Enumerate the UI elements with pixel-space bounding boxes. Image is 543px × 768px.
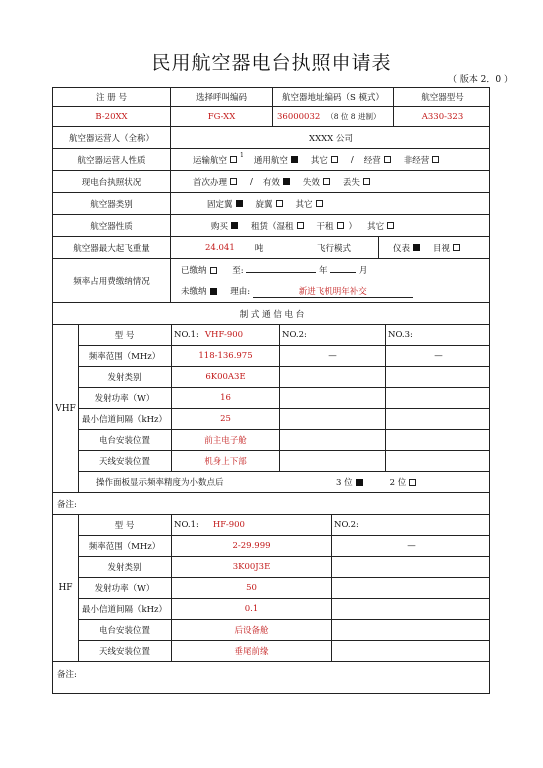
checkbox-2-digit[interactable]: [409, 479, 416, 486]
aircraft-model-value[interactable]: A330-323: [393, 107, 491, 126]
vhf-install-no3[interactable]: [385, 430, 491, 450]
fee-unpaid-line: [181, 285, 413, 298]
checkbox-paid[interactable]: [210, 267, 217, 274]
vhf-spacing-label: 最小信道间隔（kHz）: [81, 415, 168, 425]
address-code-note: （8 位 8 进制）: [326, 112, 381, 121]
vhf-emission-value[interactable]: 6K00A3E: [171, 367, 279, 387]
operator-nature-label: 航空器运营人性质: [77, 155, 146, 166]
vhf-emission-row: [78, 367, 489, 388]
license-status-label: 现电台执照状况: [81, 177, 142, 188]
aircraft-category-row: [52, 193, 490, 215]
hf-no2-cell: [331, 515, 491, 535]
hf-install-label: 电台安装位置: [98, 626, 150, 636]
header-registration: 注 册 号: [96, 93, 127, 103]
month-label: 月: [358, 265, 368, 276]
hf-install-value[interactable]: 后设备舱: [171, 620, 331, 640]
fee-month-field[interactable]: [330, 272, 356, 273]
aircraft-ownership-options: [170, 215, 491, 236]
opt-expired-label: 失效: [302, 177, 320, 188]
vhf-panel-options: [336, 472, 491, 492]
mtow-value[interactable]: 24.041: [205, 242, 235, 253]
hf-range-row: [78, 536, 489, 557]
vhf-label: VHF: [53, 325, 79, 492]
vhf-power-row: [78, 388, 489, 409]
checkbox-other-category[interactable]: [316, 200, 323, 207]
separator: /: [250, 176, 253, 187]
hf-antenna-row: [78, 641, 489, 661]
hf-range-no2[interactable]: —: [331, 536, 491, 556]
footnote-mark: 1: [240, 152, 244, 159]
opt-other-label: 其它: [310, 155, 328, 166]
mtow-label: 航空器最大起飞重量: [73, 243, 150, 254]
mtow-cell: [170, 237, 290, 258]
form-title: 民用航空器电台执照申请表: [151, 52, 392, 74]
remark-label-2: 备注:: [57, 670, 77, 680]
section-title: 制 式 通 信 电 台: [239, 309, 305, 320]
header-call-code: 选择呼叫编码: [170, 88, 272, 106]
vhf-type-row: [78, 325, 489, 346]
opt-rotor-label: 旋翼: [255, 199, 273, 210]
operator-value[interactable]: XXXX 公司: [170, 127, 491, 148]
vhf-no1-cell: [171, 325, 279, 345]
checkbox-rotor[interactable]: [276, 200, 283, 207]
remark-row-1: [52, 493, 490, 515]
checkbox-ifr-checked[interactable]: [413, 244, 420, 251]
checkbox-other-ownership[interactable]: [387, 222, 394, 229]
license-status-options: [170, 171, 491, 192]
hf-emission-no2[interactable]: [331, 557, 491, 577]
hf-install-no2[interactable]: [331, 620, 491, 640]
fee-row: [52, 259, 490, 303]
operator-nature-row: [52, 149, 490, 171]
vhf-spacing-no3[interactable]: [385, 409, 491, 429]
vhf-no2-label: NO.2:: [282, 330, 307, 340]
vhf-power-label: 发射功率（W）: [94, 394, 155, 404]
vhf-block: [52, 325, 490, 493]
checkbox-unpaid-checked[interactable]: [210, 288, 217, 295]
opt-2-digit-label: 2 位: [389, 478, 407, 488]
vhf-install-no2[interactable]: [279, 430, 385, 450]
aircraft-ownership-row: [52, 215, 490, 237]
opt-dry-lease-label: 干租: [316, 221, 334, 232]
opt-commercial-label: 经营: [363, 155, 381, 166]
hf-power-row: [78, 578, 489, 599]
opt-valid-label: 有效: [262, 177, 280, 188]
opt-lost-label: 丢失: [342, 177, 360, 188]
registration-value[interactable]: B-20XX: [95, 111, 128, 122]
hf-spacing-no2[interactable]: [331, 599, 491, 619]
hf-install-row: [78, 620, 489, 641]
hf-range-value[interactable]: 2-29.999: [171, 536, 331, 556]
hf-type-row: [78, 515, 489, 536]
vhf-antenna-row: [78, 451, 489, 472]
hf-spacing-label: 最小信道间隔（kHz）: [81, 605, 168, 615]
checkbox-valid-checked[interactable]: [283, 178, 290, 185]
vhf-no3-cell: [385, 325, 491, 345]
hf-antenna-no2[interactable]: [331, 641, 491, 661]
vhf-spacing-no2[interactable]: [279, 409, 385, 429]
fee-unpaid-label: 未缴纳: [181, 286, 207, 297]
checkbox-other[interactable]: [331, 156, 338, 163]
vhf-install-row: [78, 430, 489, 451]
fee-paid-date-field[interactable]: [246, 272, 316, 273]
opt-ifr-label: 仪表: [393, 243, 411, 254]
vhf-range-no3[interactable]: —: [385, 346, 491, 366]
fee-options: [170, 259, 491, 302]
vhf-emission-label: 发射类别: [107, 373, 142, 383]
vhf-range-value[interactable]: 118-136.975: [171, 346, 279, 366]
year-label: 年: [319, 265, 328, 276]
fee-paid-label: 已缴纳: [181, 265, 207, 276]
vhf-install-value[interactable]: 前主电子舱: [171, 430, 279, 450]
hf-antenna-value[interactable]: 垂尾前缘: [171, 641, 331, 661]
hf-power-no2[interactable]: [331, 578, 491, 598]
opt-first-label: 首次办理: [193, 177, 228, 188]
version-label: （ 版本 2．0 ）: [447, 75, 513, 85]
checkbox-fixed-wing-checked[interactable]: [236, 200, 243, 207]
address-code-value[interactable]: 36000032: [277, 111, 321, 122]
checkbox-expired[interactable]: [323, 178, 330, 185]
operator-row: [52, 127, 490, 149]
checkbox-purchase-checked[interactable]: [231, 222, 238, 229]
hf-power-value[interactable]: 50: [171, 578, 331, 598]
section-row: [52, 303, 490, 325]
hf-no1-model[interactable]: HF-900: [212, 520, 245, 530]
vhf-emission-no2[interactable]: [279, 367, 385, 387]
checkbox-vfr[interactable]: [453, 244, 460, 251]
hf-no2-label: NO.2:: [334, 520, 359, 530]
operator-label: 航空器运营人（全称）: [68, 133, 154, 144]
reason-label: 理由:: [230, 286, 251, 297]
vhf-install-label: 电台安装位置: [98, 436, 150, 446]
opt-general-label: 通用航空: [253, 155, 288, 166]
call-code-value[interactable]: FG-XX: [170, 107, 272, 126]
fee-paid-line: [181, 264, 367, 276]
flight-mode-options: [378, 237, 491, 258]
aircraft-category-label: 航空器类别: [90, 199, 133, 210]
vhf-panel-label: 操作面板显示频率精度为小数点后: [96, 478, 224, 488]
opt-3-digit-label: 3 位: [336, 478, 353, 488]
checkbox-general-checked[interactable]: [291, 156, 298, 163]
hf-no1-cell: [171, 515, 331, 535]
checkbox-3-digit-checked[interactable]: [356, 479, 363, 486]
vhf-type-label: 型 号: [114, 331, 135, 341]
hf-label: HF: [53, 515, 79, 661]
checkbox-lost[interactable]: [363, 178, 370, 185]
vhf-range-no2[interactable]: —: [279, 346, 385, 366]
vhf-no3-label: NO.3:: [388, 330, 413, 340]
vhf-power-no3[interactable]: [385, 388, 491, 408]
vhf-antenna-no3[interactable]: [385, 451, 491, 471]
hf-emission-label: 发射类别: [107, 563, 142, 573]
mtow-row: [52, 237, 490, 259]
checkbox-first[interactable]: [230, 178, 237, 185]
checkbox-noncommercial[interactable]: [432, 156, 439, 163]
opt-transport-label: 运输航空: [193, 155, 228, 166]
hf-block: [52, 515, 490, 662]
hf-power-label: 发射功率（W）: [94, 584, 155, 594]
vhf-range-row: [78, 346, 489, 367]
checkbox-commercial[interactable]: [384, 156, 391, 163]
checkbox-dry-lease[interactable]: [337, 222, 344, 229]
hf-no1-label: NO.1:: [174, 520, 199, 530]
opt-noncommercial-label: 非经营: [403, 155, 430, 166]
vhf-no1-label: NO.1:: [174, 330, 199, 340]
remark-row-2: [52, 662, 490, 694]
aircraft-ownership-label: 航空器性质: [90, 221, 133, 232]
address-code-cell: [272, 107, 393, 126]
application-form: [52, 87, 490, 694]
reason-value[interactable]: 新进飞机明年补交: [253, 285, 413, 298]
hf-antenna-label: 天线安装位置: [98, 647, 150, 657]
hf-spacing-value[interactable]: 0.1: [171, 599, 331, 619]
hf-emission-row: [78, 557, 489, 578]
opt-other-ownership-label: 其它: [367, 221, 385, 232]
separator: /: [350, 154, 354, 165]
fee-to-label: 至:: [232, 265, 244, 276]
vhf-power-no2[interactable]: [279, 388, 385, 408]
vhf-no1-model[interactable]: VHF-900: [204, 330, 244, 340]
header-row: [52, 87, 490, 107]
hf-emission-value[interactable]: 3K00J3E: [171, 557, 331, 577]
checkbox-transport[interactable]: [230, 156, 237, 163]
header-aircraft-model: 航空器型号: [393, 88, 491, 106]
fee-label: 频率占用费缴纳情况: [73, 276, 150, 287]
vhf-power-value[interactable]: 16: [171, 388, 279, 408]
vhf-spacing-row: [78, 409, 489, 430]
vhf-range-label: 频率范围（MHz）: [88, 352, 161, 362]
vhf-panel-row: [78, 472, 489, 492]
hf-range-label: 频率范围（MHz）: [88, 542, 161, 552]
operator-nature-options: [170, 149, 491, 170]
vhf-antenna-label: 天线安装位置: [98, 457, 150, 467]
checkbox-wet-lease[interactable]: [297, 222, 304, 229]
opt-fixed-wing-label: 固定翼: [207, 199, 233, 210]
header-address-code: 航空器地址编码（S 模式）: [272, 88, 393, 106]
hf-spacing-row: [78, 599, 489, 620]
opt-wet-lease-label: 租赁（湿租: [251, 221, 294, 232]
license-status-row: [52, 171, 490, 193]
vhf-antenna-no2[interactable]: [279, 451, 385, 471]
remark-label-1: 备注:: [57, 499, 77, 510]
flight-mode-label: 飞行模式: [316, 243, 351, 254]
opt-purchase-label: 购买: [211, 221, 229, 232]
values-row: [52, 107, 490, 127]
opt-vfr-label: 目视: [433, 243, 451, 254]
vhf-antenna-value[interactable]: 机身上下部: [171, 451, 279, 471]
opt-other-category-label: 其它: [295, 199, 313, 210]
paren-close: ）: [348, 221, 358, 232]
vhf-emission-no3[interactable]: [385, 367, 491, 387]
aircraft-category-options: [170, 193, 491, 214]
vhf-spacing-value[interactable]: 25: [171, 409, 279, 429]
mtow-unit: 吨: [254, 243, 264, 254]
vhf-no2-cell: [279, 325, 385, 345]
hf-type-label: 型 号: [114, 521, 135, 531]
